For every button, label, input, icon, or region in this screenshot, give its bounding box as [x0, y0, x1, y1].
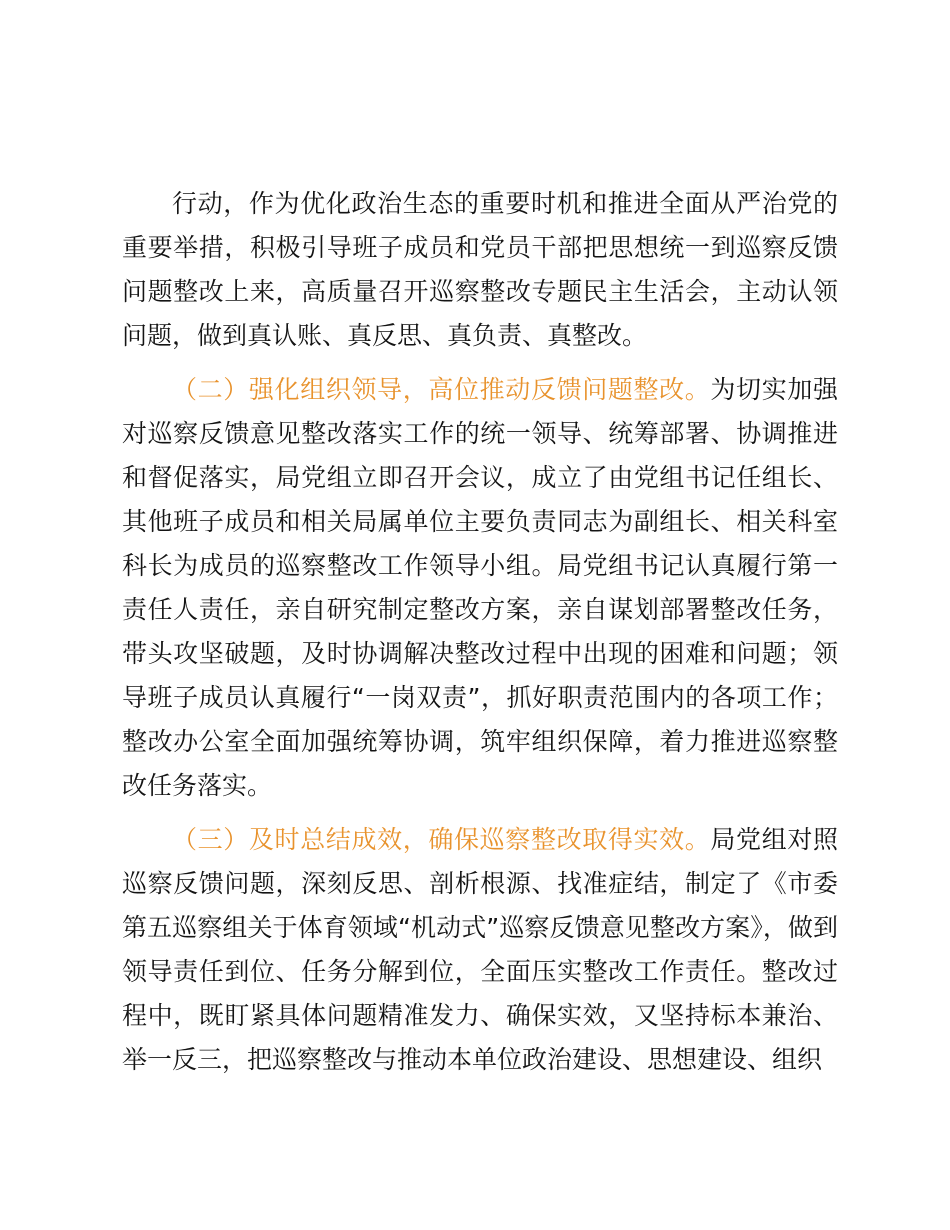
paragraph-continuation [122, 182, 838, 358]
paragraph-section-2 [122, 368, 838, 808]
paragraph-section-3 [122, 818, 838, 1082]
paragraph-text: 为切实加强对巡察反馈意见整改落实工作的统一领导、统筹部署、协调推进和督促落实，局党组立即召开会议，成立了由党组书记任组长、其他班子成员和相关局属单位主要负责同志为副组长、相关科室科长为成员的巡察整改工作领导小组。局党组书记认真履行第一责任人责任，亲自研究制定整改方案，亲自谋划部署整改任务，带头攻坚破题，及时协调解决整改过程中出现的困难和问题；领导班子成员认真履行“一岗双责”，抓好职责范围内的各项工作；整改办公室全面加强统筹协调，筑牢组织保障，着力推进巡察整改任务落实。 [122, 375, 838, 800]
section-heading-3: （三）及时总结成效，确保巡察整改取得实效。 [172, 825, 711, 854]
section-heading-2: （二）强化组织领导，高位推动反馈问题整改。 [172, 375, 711, 404]
document-body [122, 182, 838, 1082]
paragraph-text: 局党组对照巡察反馈问题，深刻反思、剖析根源、找准症结，制定了《市委第五巡察组关于体育领域“机动式”巡察反馈意见整改方案》，做到领导责任到位、任务分解到位，全面压实整改工作责任。整改过程中，既盯紧具体问题精准发力、确保实效，又坚持标本兼治、举一反三，把巡察整改与推动本单位政治建设、思想建设、组织 [122, 825, 838, 1074]
paragraph-text: 行动，作为优化政治生态的重要时机和推进全面从严治党的重要举措，积极引导班子成员和党员干部把思想统一到巡察反馈问题整改上来，高质量召开巡察整改专题民主生活会，主动认领问题，做到真认账、真反思、真负责、真整改。 [122, 189, 838, 350]
